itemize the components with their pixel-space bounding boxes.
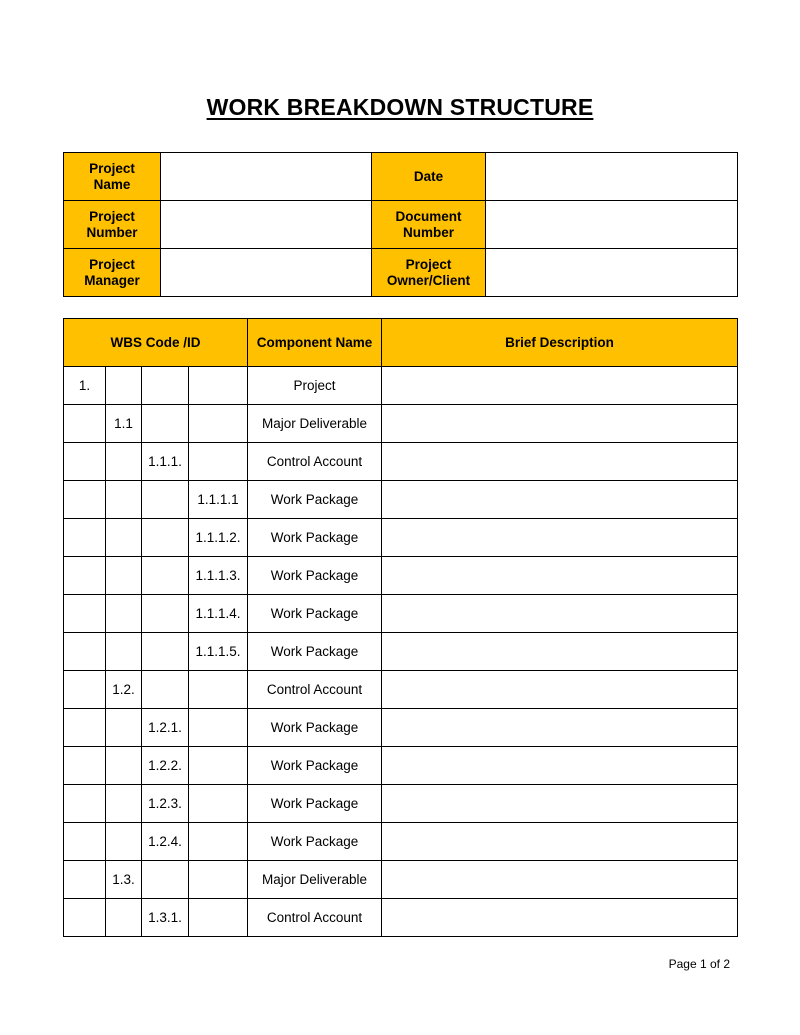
component-name-cell: Work Package [248,519,382,557]
wbs-level-empty-cell [142,557,189,595]
page-number: Page 1 of 2 [668,957,730,971]
wbs-level-empty-cell [142,405,189,443]
brief-description-field[interactable] [382,671,738,709]
wbs-level-empty-cell [142,595,189,633]
wbs-row [64,405,738,443]
wbs-level-empty-cell [106,519,142,557]
document-title: WORK BREAKDOWN STRUCTURE [206,94,594,120]
info-value-field[interactable] [486,153,738,201]
wbs-row [64,709,738,747]
wbs-level-empty-cell [64,861,106,899]
wbs-code-cell: 1.2.4. [142,823,189,861]
wbs-code-cell: 1.2.1. [142,709,189,747]
wbs-row [64,481,738,519]
info-value-field[interactable] [161,249,372,297]
wbs-level-empty-cell [106,367,142,405]
info-row [64,153,738,201]
wbs-level-empty-cell [189,785,248,823]
info-row [64,249,738,297]
component-name-cell: Work Package [248,785,382,823]
brief-description-field[interactable] [382,595,738,633]
component-name-cell: Major Deliverable [248,861,382,899]
wbs-row [64,785,738,823]
wbs-row [64,747,738,785]
wbs-code-cell: 1.2.2. [142,747,189,785]
wbs-level-empty-cell [64,557,106,595]
wbs-level-empty-cell [64,709,106,747]
wbs-level-empty-cell [64,633,106,671]
brief-description-field[interactable] [382,405,738,443]
wbs-level-empty-cell [189,405,248,443]
brief-description-field[interactable] [382,823,738,861]
header-wbs-code: WBS Code /ID [64,319,248,367]
info-label: Document Number [372,201,486,249]
wbs-level-empty-cell [189,899,248,937]
wbs-level-empty-cell [106,899,142,937]
wbs-row [64,519,738,557]
wbs-level-empty-cell [189,747,248,785]
component-name-cell: Work Package [248,481,382,519]
wbs-code-cell: 1.1.1. [142,443,189,481]
wbs-level-empty-cell [106,557,142,595]
wbs-code-cell: 1.2.3. [142,785,189,823]
brief-description-field[interactable] [382,519,738,557]
wbs-level-empty-cell [142,367,189,405]
wbs-level-empty-cell [106,709,142,747]
brief-description-field[interactable] [382,367,738,405]
wbs-row [64,595,738,633]
component-name-cell: Major Deliverable [248,405,382,443]
info-label: Project Name [64,153,161,201]
wbs-level-empty-cell [64,671,106,709]
info-label: Project Manager [64,249,161,297]
wbs-level-empty-cell [64,595,106,633]
header-component-name: Component Name [248,319,382,367]
wbs-level-empty-cell [142,481,189,519]
component-name-cell: Work Package [248,557,382,595]
info-value-field[interactable] [161,201,372,249]
wbs-level-empty-cell [189,861,248,899]
project-info-table [63,152,738,297]
component-name-cell: Control Account [248,671,382,709]
wbs-code-cell: 1.3.1. [142,899,189,937]
component-name-cell: Work Package [248,633,382,671]
component-name-cell: Work Package [248,823,382,861]
wbs-level-empty-cell [64,405,106,443]
wbs-level-empty-cell [64,747,106,785]
brief-description-field[interactable] [382,899,738,937]
wbs-row [64,671,738,709]
wbs-code-cell: 1.1.1.1 [189,481,248,519]
wbs-level-empty-cell [106,481,142,519]
wbs-level-empty-cell [106,595,142,633]
wbs-code-cell: 1.1 [106,405,142,443]
wbs-row [64,899,738,937]
wbs-row [64,367,738,405]
wbs-level-empty-cell [189,709,248,747]
wbs-level-empty-cell [64,519,106,557]
wbs-level-empty-cell [106,747,142,785]
info-value-field[interactable] [486,201,738,249]
wbs-level-empty-cell [189,671,248,709]
wbs-level-empty-cell [64,785,106,823]
wbs-level-empty-cell [189,367,248,405]
brief-description-field[interactable] [382,443,738,481]
brief-description-field[interactable] [382,633,738,671]
wbs-table [63,318,738,937]
brief-description-field[interactable] [382,557,738,595]
component-name-cell: Control Account [248,443,382,481]
wbs-code-cell: 1.3. [106,861,142,899]
wbs-level-empty-cell [106,633,142,671]
wbs-row [64,861,738,899]
brief-description-field[interactable] [382,709,738,747]
wbs-code-cell: 1.1.1.2. [189,519,248,557]
wbs-code-cell: 1.1.1.3. [189,557,248,595]
component-name-cell: Work Package [248,747,382,785]
wbs-code-cell: 1.2. [106,671,142,709]
brief-description-field[interactable] [382,481,738,519]
info-label: Project Number [64,201,161,249]
wbs-level-empty-cell [64,899,106,937]
component-name-cell: Work Package [248,709,382,747]
wbs-code-cell: 1.1.1.4. [189,595,248,633]
wbs-level-empty-cell [64,481,106,519]
wbs-row [64,443,738,481]
wbs-row [64,823,738,861]
brief-description-field[interactable] [382,747,738,785]
wbs-level-empty-cell [106,443,142,481]
info-row [64,201,738,249]
component-name-cell: Project [248,367,382,405]
wbs-header-row [64,319,738,367]
component-name-cell: Control Account [248,899,382,937]
wbs-level-empty-cell [142,633,189,671]
wbs-code-cell: 1. [64,367,106,405]
wbs-row [64,557,738,595]
info-value-field[interactable] [486,249,738,297]
wbs-level-empty-cell [106,823,142,861]
wbs-level-empty-cell [189,443,248,481]
wbs-level-empty-cell [142,671,189,709]
wbs-code-cell: 1.1.1.5. [189,633,248,671]
info-label: Project Owner/Client [372,249,486,297]
header-brief-description: Brief Description [382,319,738,367]
wbs-level-empty-cell [64,443,106,481]
wbs-row [64,633,738,671]
wbs-level-empty-cell [142,861,189,899]
wbs-level-empty-cell [189,823,248,861]
info-value-field[interactable] [161,153,372,201]
info-label: Date [372,153,486,201]
wbs-level-empty-cell [142,519,189,557]
wbs-level-empty-cell [64,823,106,861]
brief-description-field[interactable] [382,785,738,823]
wbs-level-empty-cell [106,785,142,823]
brief-description-field[interactable] [382,861,738,899]
component-name-cell: Work Package [248,595,382,633]
